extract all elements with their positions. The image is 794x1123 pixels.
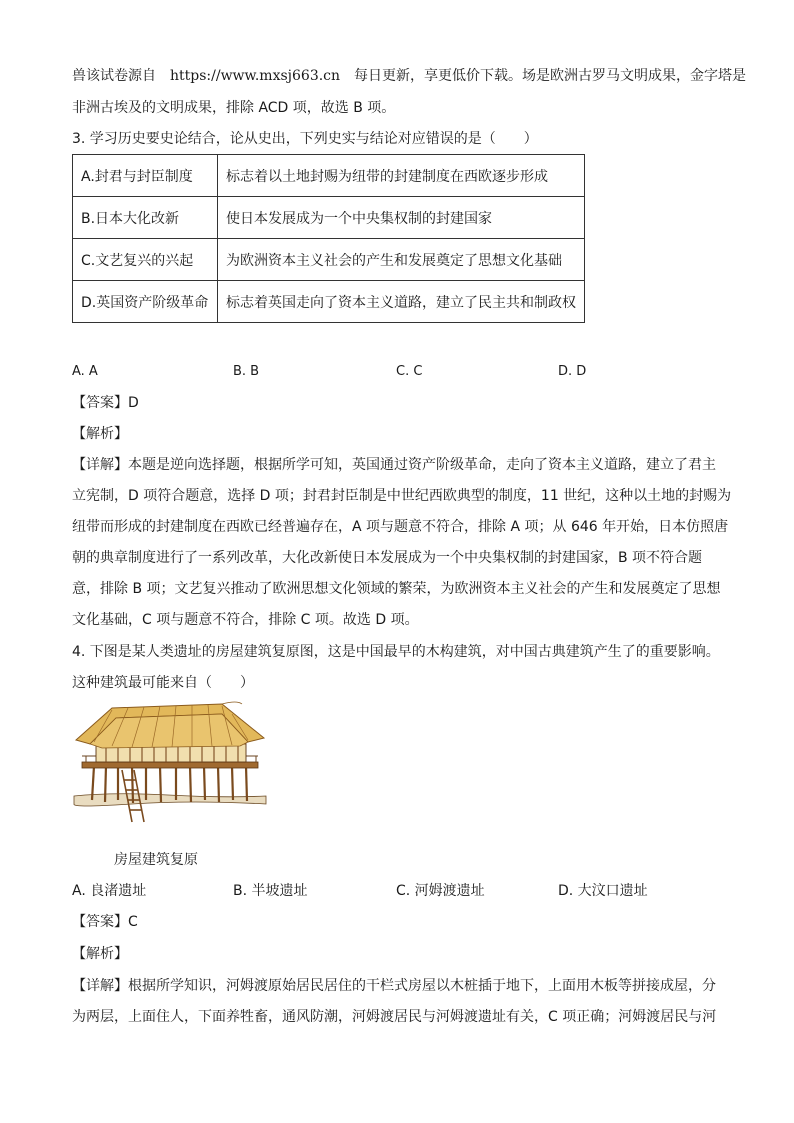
intro-line-2: 非洲古埃及的文明成果，排除 ACD 项，故选 B 项。: [72, 100, 396, 116]
fact-cell: A.封君与封臣制度: [73, 155, 218, 197]
intro-text-b: 每日更新，享更低价下载。场是欧洲古罗马文明成果，金字塔是: [354, 68, 747, 84]
q3-option-a: A. A: [72, 364, 98, 379]
q4-option-c: C. 河姆渡遗址: [396, 883, 485, 899]
q4-stem-line-2: 这种建筑最可能来自（ ）: [72, 675, 254, 691]
q4-analysis-label: 【解析】: [72, 946, 128, 962]
table-row: [73, 197, 585, 239]
q4-stem-line-1: 4. 下图是某人类遗址的房屋建筑复原图，这是中国最早的木构建筑，对中国古典建筑产生了的重要影响。: [72, 644, 720, 660]
table-row: [73, 239, 585, 281]
q3-option-b: B. B: [233, 364, 260, 379]
figure-caption: 房屋建筑复原: [114, 852, 198, 868]
q4-option-a: A. 良渚遗址: [72, 883, 147, 899]
q3-detail-line: 立宪制，D 项符合题意，选择 D 项；封君封臣制是中世纪西欧典型的制度，11 世纪，这种以土地的封赐为: [72, 488, 732, 504]
table-row: [73, 281, 585, 323]
q4-option-b: B. 半坡遗址: [233, 883, 308, 899]
conclusion-cell: 使日本发展成为一个中央集权制的封建国家: [218, 197, 585, 239]
q3-detail-line: 纽带而形成的封建制度在西欧已经普遍存在，A 项与题意不符合，排除 A 项；从 646 年开始，日本仿照唐: [72, 519, 729, 535]
conclusion-cell: 标志着英国走向了资本主义道路，建立了民主共和制政权: [218, 281, 585, 323]
table-row: [73, 155, 585, 197]
q4-detail-line: 为两层，上面住人，下面养牲畜，通风防潮，河姆渡居民与河姆渡遗址有关，C 项正确；河姆渡居民与河: [72, 1009, 717, 1025]
q3-option-c: C. C: [396, 364, 423, 379]
q4-option-d: D. 大汶口遗址: [558, 883, 648, 899]
source-url-link[interactable]: https://www.mxsj663.cn: [170, 68, 341, 84]
fact-cell: C.文艺复兴的兴起: [73, 239, 218, 281]
q3-detail-line: 【详解】本题是逆向选择题，根据所学可知，英国通过资产阶级革命，走向了资本主义道路，建立了君主: [72, 457, 716, 473]
conclusion-cell: 为欧洲资本主义社会的产生和发展奠定了思想文化基础: [218, 239, 585, 281]
q3-fact-table: [72, 154, 585, 323]
q3-option-d: D. D: [558, 364, 587, 379]
q3-detail-line: 意，排除 B 项；文艺复兴推动了欧洲思想文化领域的繁荣，为欧洲资本主义社会的产生和发展奠定了思想: [72, 581, 721, 597]
q3-answer: 【答案】D: [72, 395, 139, 411]
fact-cell: B.日本大化改新: [73, 197, 218, 239]
conclusion-cell: 标志着以土地封赐为纽带的封建制度在西欧逐步形成: [218, 155, 585, 197]
q3-detail-line: 文化基础，C 项与题意不符合，排除 C 项。故选 D 项。: [72, 612, 419, 628]
q4-answer: 【答案】C: [72, 914, 138, 930]
q3-analysis-label: 【解析】: [72, 426, 128, 442]
intro-text-a: 兽该试卷源自: [72, 68, 156, 84]
fact-cell: D.英国资产阶级革命: [73, 281, 218, 323]
q3-stem: 3. 学习历史要史论结合，论从史出，下列史实与结论对应错误的是（ ）: [72, 131, 538, 147]
stilt-house-illustration: [72, 700, 268, 840]
intro-line-1: [72, 66, 746, 86]
q3-detail-line: 朝的典章制度进行了一系列改革，大化改新使日本发展成为一个中央集权制的封建国家，B 项不符合题: [72, 550, 703, 566]
q4-detail-line: 【详解】根据所学知识，河姆渡原始居民居住的干栏式房屋以木桩插于地下，上面用木板等拼接成屋，分: [72, 978, 716, 994]
